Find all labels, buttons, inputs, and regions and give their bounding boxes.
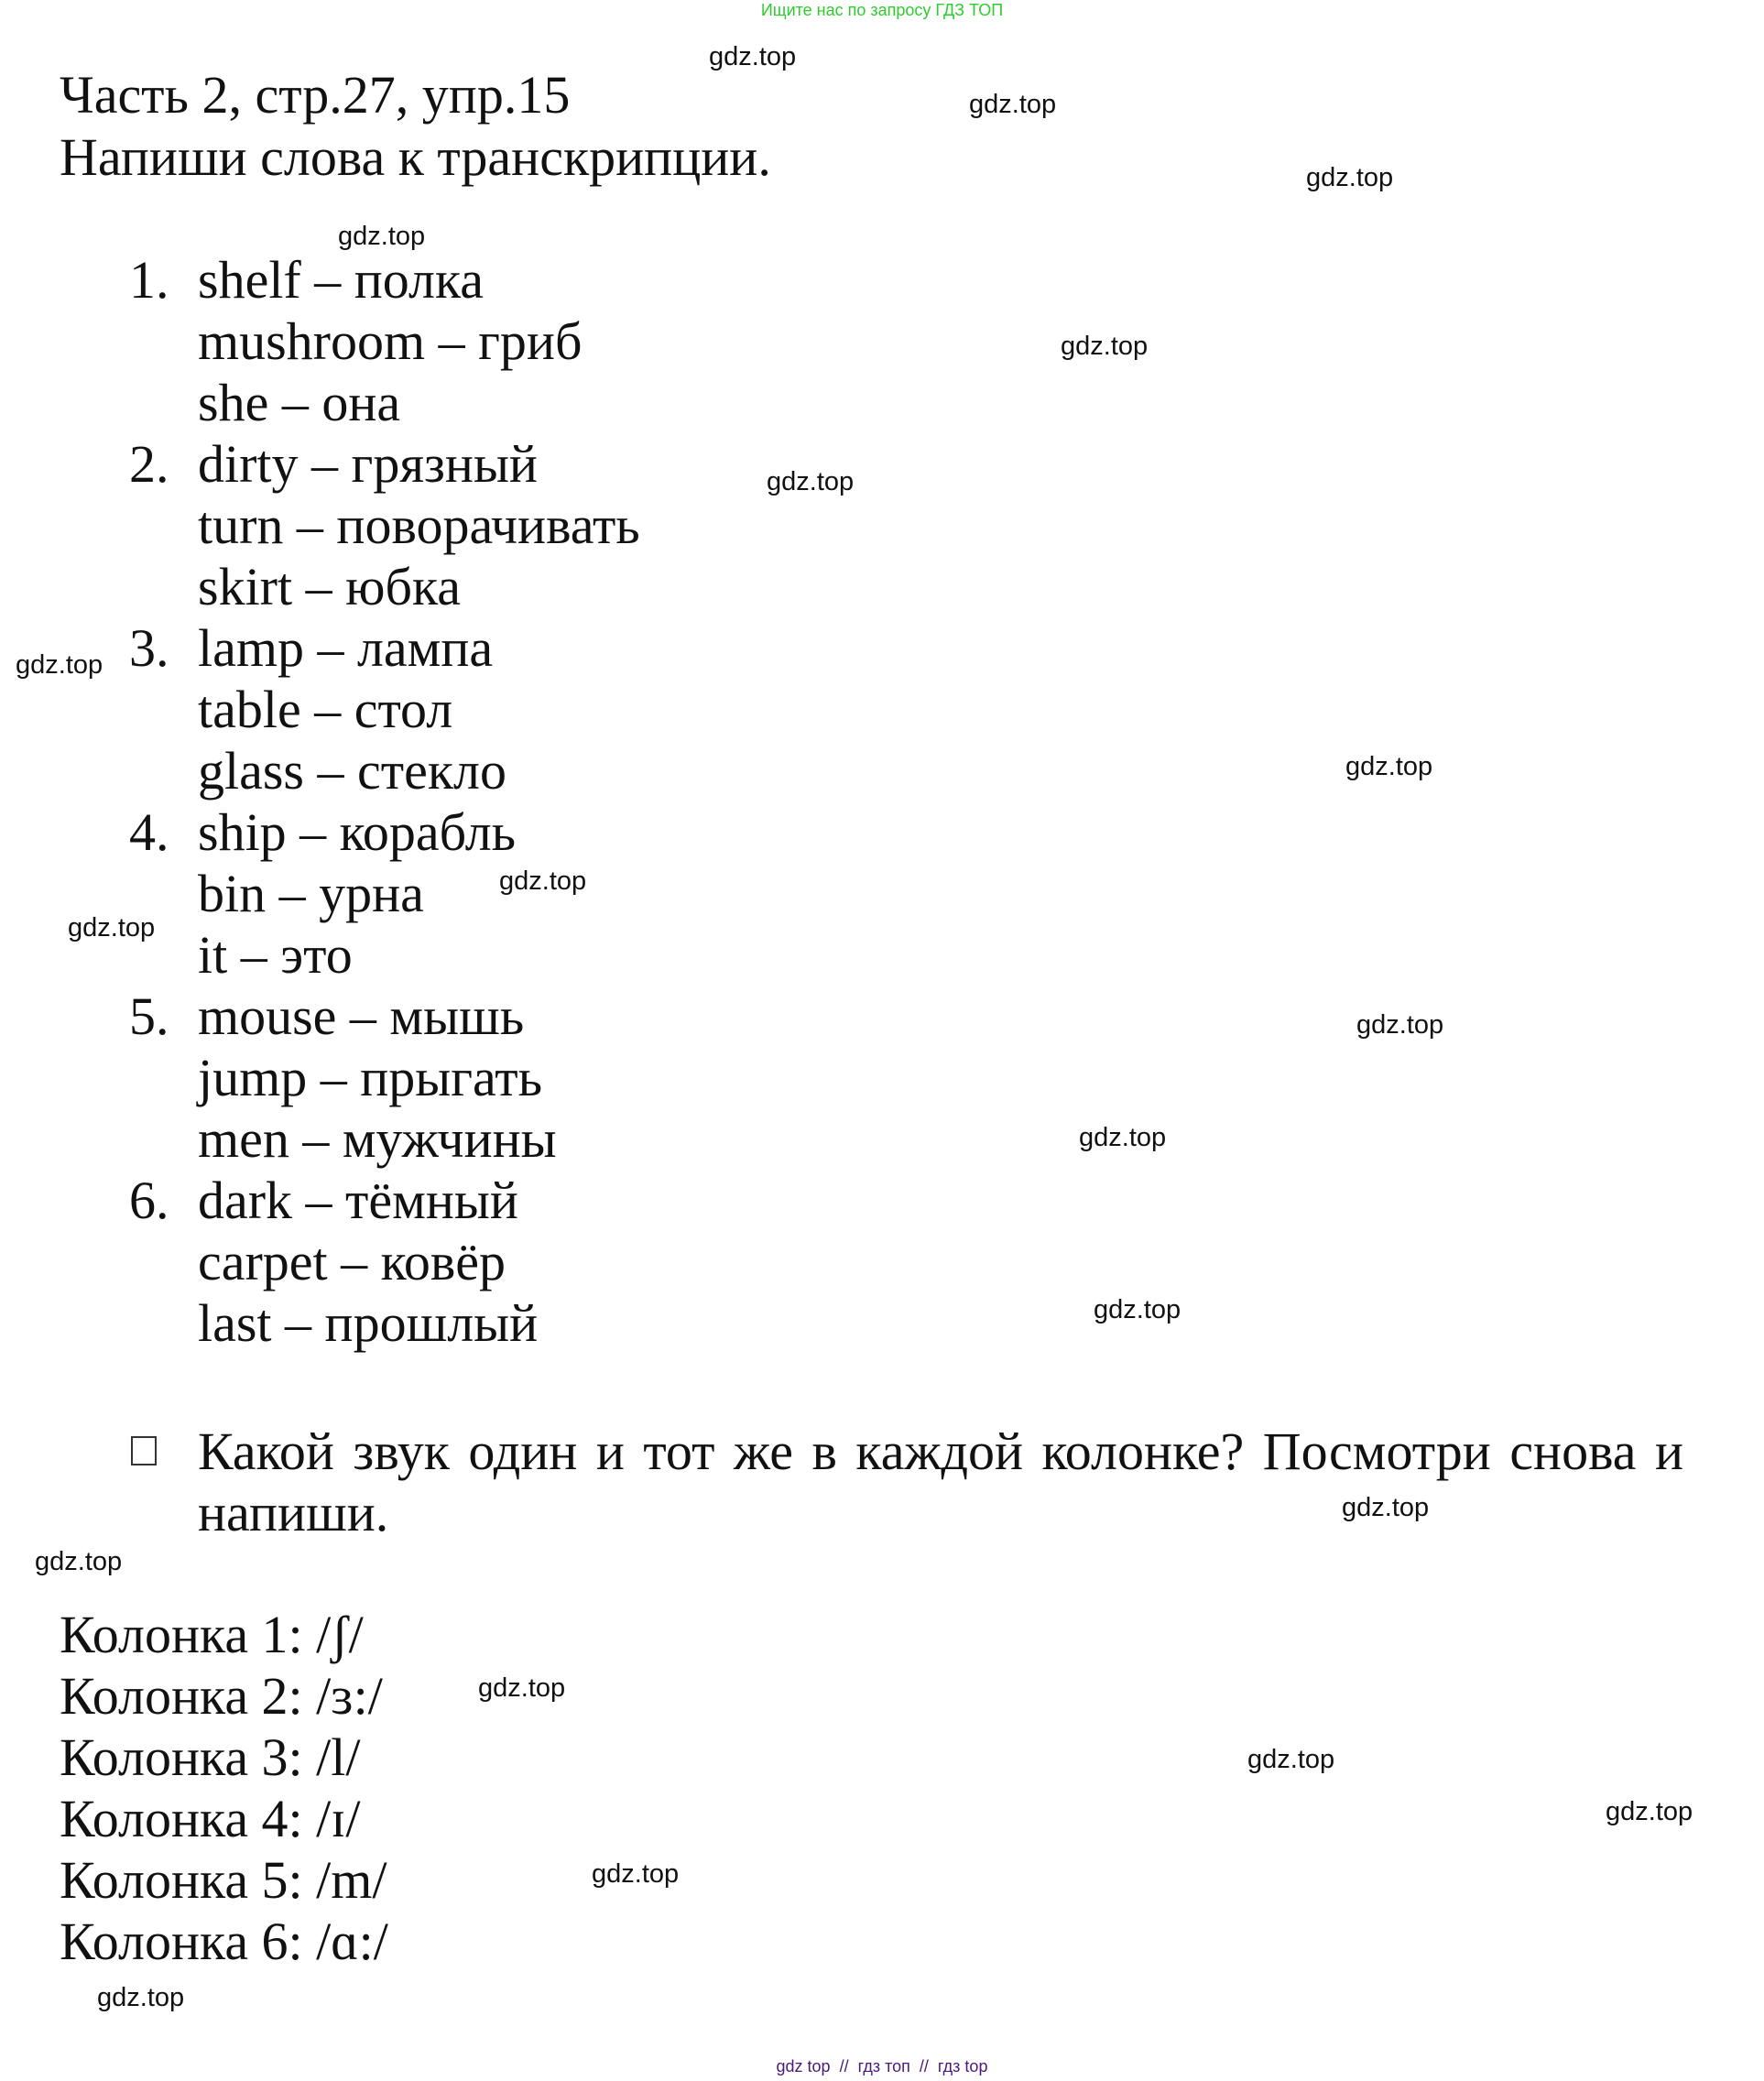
watermark: gdz.top xyxy=(767,467,855,496)
word-translation: mouse – мышь xyxy=(198,986,525,1046)
word-translation: last – прошлый xyxy=(198,1293,539,1353)
watermark: gdz.top xyxy=(68,913,156,942)
footer-part: gdz top xyxy=(776,2057,831,2076)
watermark: gdz.top xyxy=(1061,332,1149,361)
item-number: 2. xyxy=(129,434,169,494)
word-translation: jump – прыгать xyxy=(198,1048,543,1107)
watermark: gdz.top xyxy=(16,650,103,680)
watermark: gdz.top xyxy=(1094,1295,1181,1324)
watermark: gdz.top xyxy=(478,1673,566,1703)
word-translation: dark – тёмный xyxy=(198,1171,518,1230)
word-translation: skirt – юбка xyxy=(198,557,461,616)
column-sound: Колонка 4: /ɪ/ xyxy=(60,1789,361,1848)
page-title: Часть 2, стр.27, упр.15 xyxy=(60,65,571,125)
column-sound: Колонка 3: /l/ xyxy=(60,1727,361,1787)
watermark: gdz.top xyxy=(592,1859,680,1889)
word-translation: men – мужчины xyxy=(198,1109,557,1169)
word-translation: it – это xyxy=(198,925,353,985)
search-banner: Ищите нас по запросу ГДЗ ТОП xyxy=(760,1,1004,19)
item-number: 5. xyxy=(129,986,169,1046)
footer-part: гдз top xyxy=(937,2057,988,2076)
watermark: gdz.top xyxy=(709,42,797,71)
column-sound: Колонка 1: /ʃ/ xyxy=(60,1605,364,1664)
watermark: gdz.top xyxy=(35,1547,123,1576)
word-translation: glass – стекло xyxy=(198,741,506,801)
watermark: gdz.top xyxy=(499,866,587,896)
footer-separator: // xyxy=(919,2057,929,2076)
watermark: gdz.top xyxy=(1079,1123,1167,1152)
watermark: gdz.top xyxy=(338,222,426,251)
watermark: gdz.top xyxy=(969,90,1057,119)
watermark: gdz.top xyxy=(1342,1493,1430,1522)
question-text: Какой звук один и тот же в каждой колонке? Посмотри снова и напиши. xyxy=(198,1422,1683,1542)
item-number: 1. xyxy=(129,250,169,310)
column-sound: Колонка 5: /m/ xyxy=(60,1850,387,1910)
watermark: gdz.top xyxy=(97,1983,185,2012)
word-translation: mushroom – гриб xyxy=(198,311,583,371)
item-number: 6. xyxy=(129,1171,169,1230)
checkbox-icon xyxy=(131,1436,157,1465)
footer-part: гдз топ xyxy=(857,2057,910,2076)
column-sound: Колонка 6: /ɑ:/ xyxy=(60,1912,388,1971)
word-translation: lamp – лампа xyxy=(198,618,494,678)
word-translation: turn – поворачивать xyxy=(198,496,640,555)
item-number: 3. xyxy=(129,618,169,678)
word-translation: she – она xyxy=(198,373,401,432)
watermark: gdz.top xyxy=(1606,1797,1693,1826)
word-translation: ship – корабль xyxy=(198,802,517,862)
watermark: gdz.top xyxy=(1306,163,1394,192)
footer xyxy=(0,2055,1764,2077)
column-sound: Колонка 2: /ɜ:/ xyxy=(60,1666,383,1726)
item-number: 4. xyxy=(129,802,169,862)
footer-separator: // xyxy=(839,2057,849,2076)
word-translation: carpet – ковёр xyxy=(198,1232,506,1291)
word-translation: bin – урна xyxy=(198,864,424,923)
word-translation: dirty – грязный xyxy=(198,434,538,494)
watermark: gdz.top xyxy=(1247,1745,1335,1774)
instruction: Напиши слова к транскрипции. xyxy=(60,127,771,187)
word-translation: shelf – полка xyxy=(198,250,485,310)
word-translation: table – стол xyxy=(198,680,453,739)
watermark: gdz.top xyxy=(1345,752,1433,781)
watermark: gdz.top xyxy=(1356,1010,1444,1040)
